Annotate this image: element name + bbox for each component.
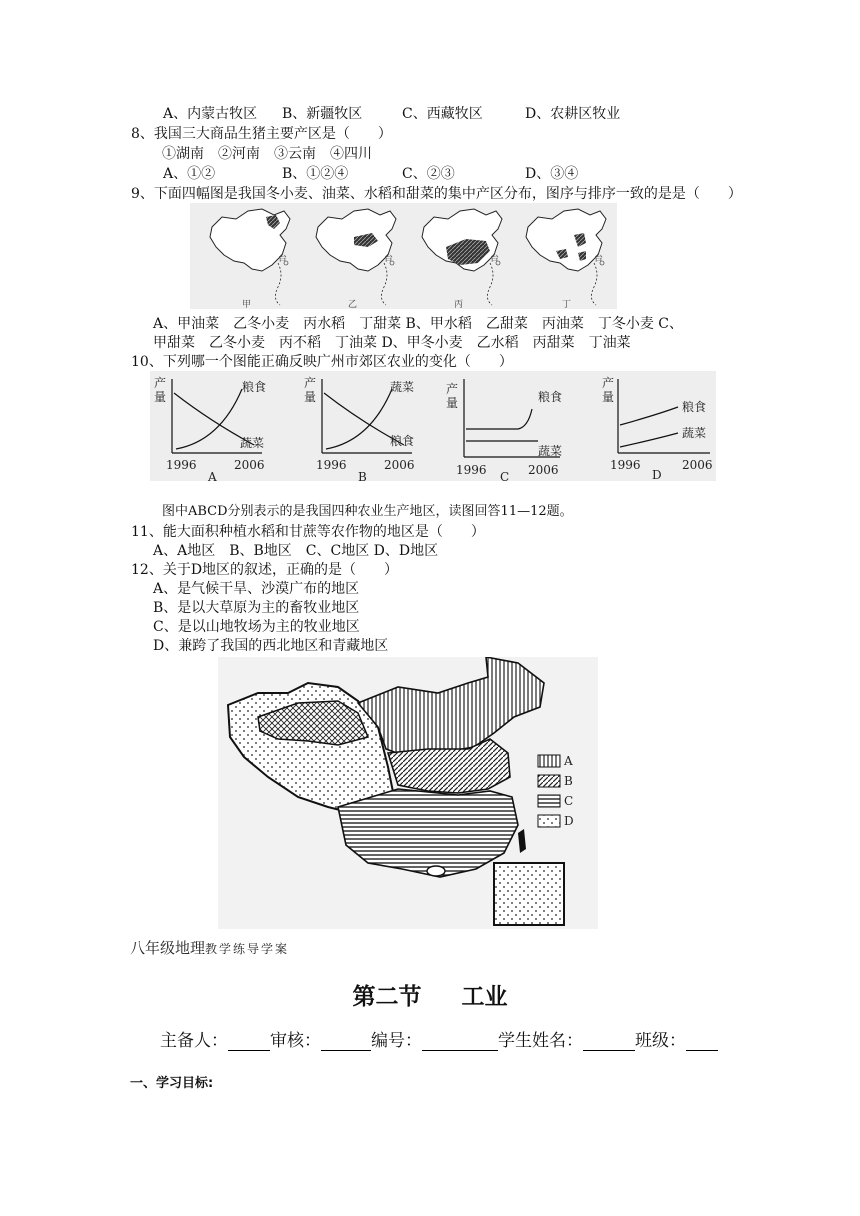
graph-d-curve-1: [620, 407, 678, 425]
map-bing: [422, 209, 502, 305]
section-title-part2: 工业: [461, 984, 508, 1010]
q9-maps-svg: [190, 203, 617, 309]
legend-swatch-c: [538, 795, 560, 807]
objectives-heading: 一、学习目标:: [130, 1076, 214, 1091]
field-reviewer-label: 审核：: [270, 1031, 321, 1051]
graph-a-curve-2: [176, 389, 242, 449]
page-header-sub: 教学练导学案: [205, 942, 290, 956]
graph-b: [304, 375, 415, 481]
legend-swatch-d: [538, 815, 560, 827]
q10-graphs-svg: [150, 371, 716, 481]
q8-stem: 8、我国三大商品生猪主要产区是（ ）: [131, 126, 392, 142]
q8-option-a: A、①②: [163, 166, 216, 182]
map-region-c: [338, 789, 518, 877]
map-inset-south-sea: [494, 863, 564, 925]
graph-a: [154, 375, 266, 481]
graph-c-label-1: 粮食: [538, 390, 563, 404]
field-class-blank[interactable]: [686, 1032, 718, 1051]
graph-b-ylabel-top: 产: [304, 376, 317, 390]
section-title: [0, 978, 860, 1011]
graph-c-curve-1: [466, 409, 532, 429]
q9-options-line2: 甲甜菜 乙冬小麦 丙不稻 丁油菜 D、甲冬小麦 乙水稻 丙甜菜 丁油菜: [153, 335, 631, 351]
graph-b-letter: B: [358, 470, 367, 481]
map-label-jia: 甲: [242, 300, 252, 309]
map-yi: [316, 209, 396, 305]
page-header-main: 八年级地理: [130, 939, 206, 957]
graph-d-x-end: 2006: [682, 458, 713, 472]
map-legend: [538, 754, 574, 828]
svg-text:台: 台: [490, 254, 500, 264]
field-student-name-blank[interactable]: [583, 1032, 635, 1051]
page-header: [130, 937, 289, 958]
graph-c-ylabel-top: 产: [446, 382, 459, 396]
map-region-a-north: [358, 657, 544, 757]
q8-option-c: C、②③: [402, 166, 455, 182]
graph-b-ylabel-bottom: 量: [304, 390, 317, 404]
q8-option-d: D、③④: [525, 166, 579, 182]
legend-label-d: D: [564, 814, 574, 828]
q7-option-d: D、农耕区牧业: [525, 106, 621, 122]
q12-option-a: A、是气候干旱、沙漠广布的地区: [153, 581, 360, 597]
svg-text:台: 台: [278, 254, 288, 264]
legend-label-b: B: [564, 774, 573, 788]
q9-maps-figure: [190, 203, 617, 309]
legend-label-a: A: [564, 754, 573, 768]
graph-d-curve-2: [620, 433, 678, 447]
field-class-label: 班级：: [635, 1031, 686, 1051]
q7-option-a: A、内蒙古牧区: [163, 106, 258, 122]
graph-a-letter: A: [208, 470, 217, 481]
q12-stem: 12、关于D地区的叙述，正确的是（ ）: [131, 562, 399, 578]
svg-text:台: 台: [594, 254, 604, 264]
graph-a-ylabel-bottom: 量: [154, 390, 167, 404]
graph-c-ylabel-bottom: 量: [446, 396, 459, 410]
map-jia: [210, 209, 290, 305]
field-number-blank[interactable]: [422, 1032, 498, 1051]
info-fields-line: [160, 1026, 718, 1051]
map-hainan: [427, 866, 445, 876]
section-title-part1: 第二节: [352, 984, 422, 1010]
q11-options: A、A地区 B、B地区 C、C地区 D、D地区: [153, 543, 439, 559]
graph-b-x-start: 1996: [316, 458, 347, 472]
intro-11-12: 图中ABCD分别表示的是我国四种农业生产地区，读图回答11—12题。: [162, 504, 573, 519]
q8-option-b: B、①②④: [282, 166, 349, 182]
graph-b-label-2: 粮食: [390, 434, 415, 448]
q7-option-b: B、新疆牧区: [282, 106, 363, 122]
field-preparer-blank[interactable]: [228, 1032, 270, 1051]
q12-option-b: B、是以大草原为主的畜牧业地区: [153, 600, 360, 616]
field-student-name-label: 学生姓名：: [498, 1031, 583, 1051]
graph-c-x-start: 1996: [456, 463, 487, 477]
field-number-label: 编号：: [371, 1031, 422, 1051]
field-reviewer-blank[interactable]: [321, 1032, 371, 1051]
graph-c-letter: C: [500, 470, 510, 481]
graph-a-label-1: 粮食: [242, 380, 267, 394]
q11-stem: 11、能大面积种植水稻和甘蔗等农作物的地区是（ ）: [131, 524, 485, 540]
map-taiwan: [518, 829, 526, 853]
q9-options-line1: A、甲油菜 乙冬小麦 丙水稻 丁甜菜 B、甲水稻 乙甜菜 丙油菜 丁冬小麦 C、: [153, 316, 684, 332]
q10-stem: 10、下列哪一个图能正确反映广州市郊区农业的变化（ ）: [131, 354, 513, 370]
field-preparer-label: 主备人：: [160, 1031, 228, 1051]
map-label-ding: 丁: [562, 300, 572, 309]
q8-items: ①湖南 ②河南 ③云南 ④四川: [162, 146, 372, 162]
legend-swatch-a: [538, 755, 560, 767]
graph-b-label-1: 蔬菜: [390, 380, 415, 394]
graph-d-label-2: 蔬菜: [682, 426, 707, 440]
map-label-bing: 丙: [454, 300, 464, 309]
q12-option-d: D、兼跨了我国的西北地区和青藏地区: [153, 638, 389, 654]
map-label-yi: 乙: [348, 300, 358, 309]
graph-d-label-1: 粮食: [682, 400, 707, 414]
graph-d-letter: D: [652, 468, 662, 481]
legend-swatch-b: [538, 775, 560, 787]
legend-label-c: C: [564, 794, 574, 808]
graph-a-x-start: 1996: [166, 458, 197, 472]
graph-d-ylabel-top: 产: [602, 376, 615, 390]
china-agri-map-svg: [218, 657, 598, 929]
graph-a-label-2: 蔬菜: [240, 436, 265, 450]
q7-option-c: C、西藏牧区: [402, 106, 483, 122]
q12-option-c: C、是以山地牧场为主的牧业地区: [153, 619, 360, 635]
graph-d-x-start: 1996: [610, 458, 641, 472]
q9-stem: 9、下面四幅图是我国冬小麦、油菜、水稻和甜菜的集中产区分布，图序与排序一致的是是（ ）: [131, 186, 742, 202]
graph-c-label-2: 蔬菜: [538, 444, 563, 458]
graph-d-ylabel-bottom: 量: [602, 390, 615, 404]
graph-c: [446, 379, 562, 481]
graph-c-x-end: 2006: [528, 463, 559, 477]
graph-b-x-end: 2006: [384, 458, 415, 472]
graph-d: [602, 375, 713, 481]
china-agri-map: [218, 657, 598, 929]
q10-graphs-figure: [150, 371, 716, 481]
svg-text:台: 台: [384, 254, 394, 264]
graph-a-x-end: 2006: [234, 458, 265, 472]
graph-b-curve-2: [326, 389, 392, 449]
graph-a-ylabel-top: 产: [154, 376, 167, 390]
map-ding: [526, 209, 606, 305]
